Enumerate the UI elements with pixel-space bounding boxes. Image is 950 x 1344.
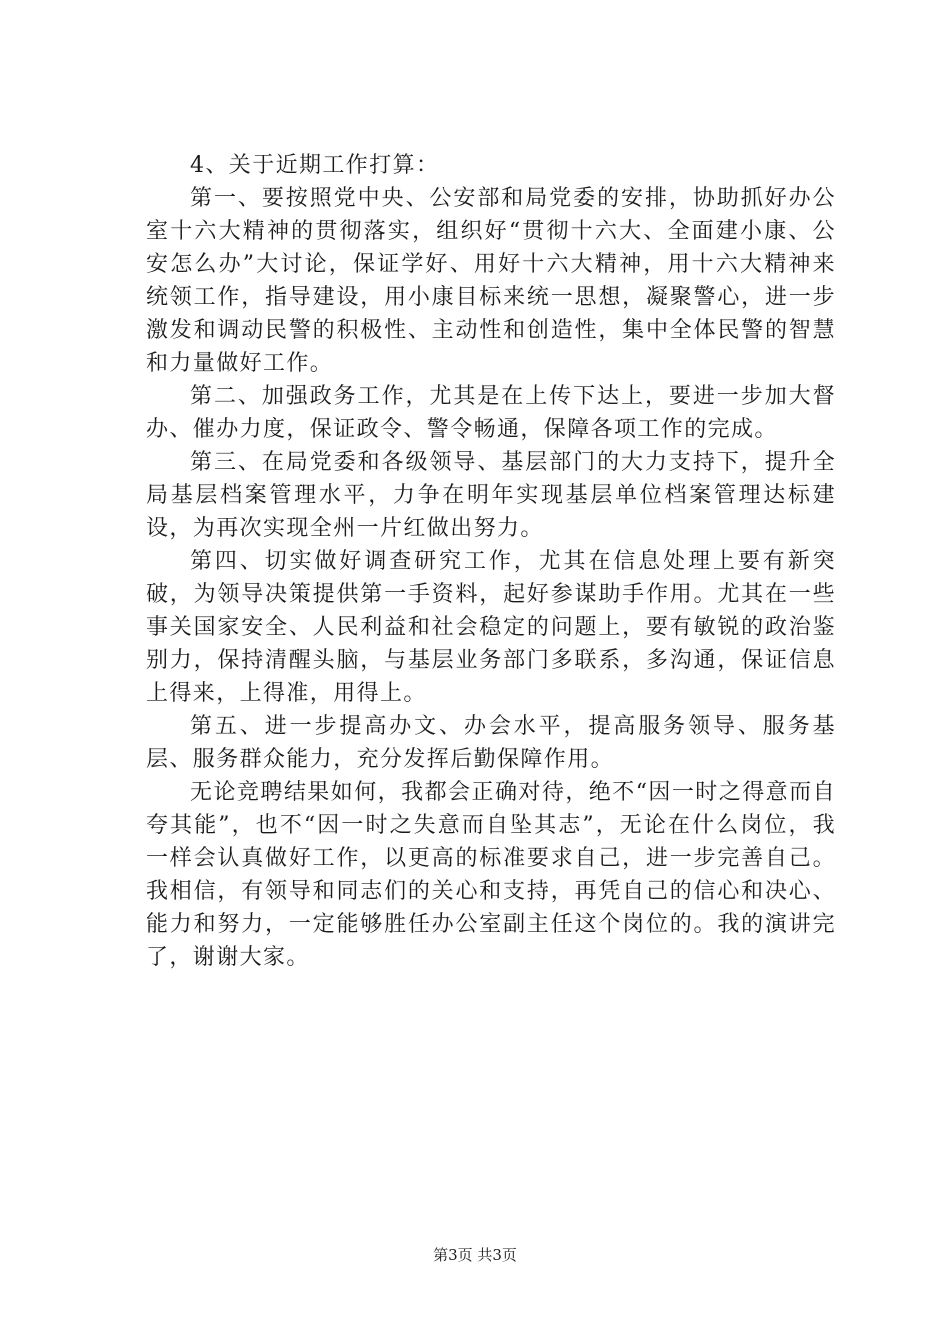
page-number-footer: 第3页 共3页 [433,1246,517,1264]
paragraph-closing: 无论竞聘结果如何，我都会正确对待，绝不“因一时之得意而自夸其能”，也不“因一时之失意而自坠其志”，无论在什么岗位，我一样会认真做好工作，以更高的标准要求自己，进一步完善自己。我相信，有领导和同志们的关心和支持，再凭自己的信心和决心、能力和努力，一定能够胜任办公室副主任这个岗位的。我的演讲完了，谢谢大家。 [146,780,836,970]
document-body [146,149,836,974]
paragraph-third-plan: 第三、在局党委和各级领导、基层部门的大力支持下，提升全局基层档案管理水平，力争在明年实现基层单位档案管理达标建设，为再次实现全州一片红做出努力。 [146,450,836,541]
paragraph-second-plan: 第二、加强政务工作，尤其是在上传下达上，要进一步加大督办、催办力度，保证政令、警令畅通，保障各项工作的完成。 [146,384,836,442]
paragraph-first-plan: 第一、要按照党中央、公安部和局党委的安排，协助抓好办公室十六大精神的贯彻落实，组织好“贯彻十六大、全面建小康、公安怎么办”大讨论，保证学好、用好十六大精神，用十六大精神来统领工作，指导建设，用小康目标来统一思想，凝聚警心，进一步激发和调动民警的积极性、主动性和创造性，集中全体民警的智慧和力量做好工作。 [146,186,836,376]
paragraph-fourth-plan: 第四、切实做好调查研究工作，尤其在信息处理上要有新突破，为领导决策提供第一手资料，起好参谋助手作用。尤其在一些事关国家安全、人民利益和社会稳定的问题上，要有敏锐的政治鉴别力，保持清醒头脑，与基层业务部门多联系，多沟通，保证信息上得来，上得准，用得上。 [146,549,836,706]
paragraph-fifth-plan: 第五、进一步提高办文、办会水平，提高服务领导、服务基层、服务群众能力，充分发挥后勤保障作用。 [146,714,836,772]
paragraph-section-heading: 4、关于近期工作打算： [190,153,440,178]
